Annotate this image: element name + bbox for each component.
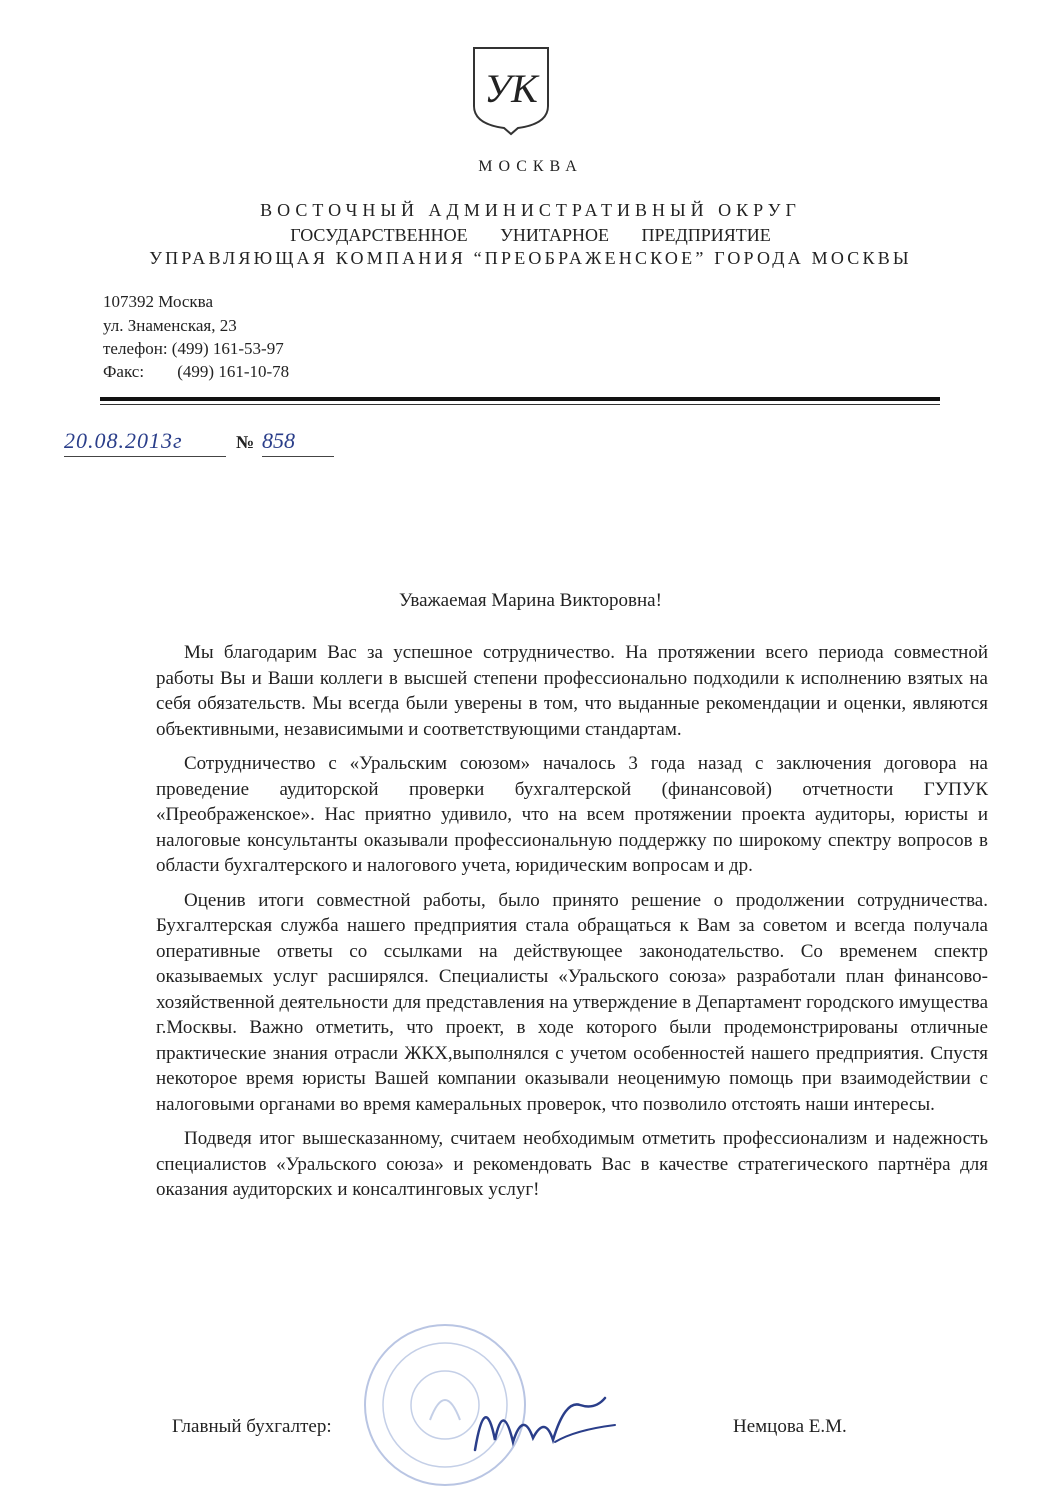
enterprise-word-1: ГОСУДАРСТВЕННОЕ <box>290 225 468 245</box>
phone-value: (499) 161-53-97 <box>171 339 284 358</box>
body-paragraph: Подведя итог вышесказанному, считаем необходимым отметить профессионализм и надежность специалистов «Уральского союза» и рекомендовать Вас в качестве стратегического партнёра для оказания аудиторских и консалтинговых услуг! <box>156 1128 988 1200</box>
phone-line <box>103 339 284 359</box>
body-paragraph: Оценив итоги совместной работы, было принято решение о продолжении сотрудничества. Бухгалтерская служба нашего предприятия стала обращаться к Вам за советом и всегда получала оперативные ответы со ссылками на действующее законодательство. Со временем спектр оказываемых услуг расширялся. Специалисты «Уральского союза» разработали план финансово-хозяйственной деятельности для представления на утверждение в Департамент городского имущества г.Москвы. Важно отметить, что проект, в ходе которого были продемонстрированы отличные практические знания отрасли ЖКХ,выполнялся с учетом особенностей нашего предприятия. Спустя некоторое время юристы Вашей компании оказывали неоценимую помощь при взаимодействии с налоговыми органами во время камеральных проверок, что позволило отстоять наши интересы. <box>156 889 988 1115</box>
city-heading: МОСКВА <box>478 158 583 175</box>
greeting: Уважаемая Марина Викторовна! <box>399 590 662 611</box>
fax-label: Факс: <box>103 362 145 381</box>
header-rule-thin <box>100 404 940 405</box>
enterprise-word-2: УНИТАРНОЕ <box>500 225 609 245</box>
fax-line <box>103 362 289 382</box>
handwritten-signature <box>455 1380 625 1470</box>
signatory-title: Главный бухгалтер: <box>172 1416 332 1437</box>
company-heading: УПРАВЛЯЮЩАЯ КОМПАНИЯ “ПРЕОБРАЖЕНСКОЕ” ГОРОДА МОСКВЫ <box>149 248 912 268</box>
address-line-2: ул. Знаменская, 23 <box>103 316 237 335</box>
body-paragraph: Сотрудничество с «Уральским союзом» началось 3 года назад с заключения договора на проведение аудиторской проверки бухгалтерской (финансовой) отчетности ГУПУК «Преображенское». Нас приятно удивило, что на всем протяжении проекта аудиторы, юристы и налоговые консультанты оказывали профессиональную поддержку по широкому спектру вопросов в области бухгалтерского и налогового учета, юридическим вопросам и др. <box>156 753 988 876</box>
company-emblem <box>470 44 552 136</box>
body-paragraph: Мы благодарим Вас за успешное сотрудничество. На протяжении всего периода совместной работы Вы и Ваши коллеги в высшей степени профессионально подходили к исполнению взятых на себя обязательств. Мы всегда были уверены в том, что выданные рекомендации и оценки, являются объективными, независимыми и соответствующими стандартам. <box>156 642 988 740</box>
phone-label: телефон: <box>103 339 168 358</box>
header-rule-thick <box>100 397 940 401</box>
emblem-letter: УК <box>484 66 538 111</box>
outgoing-number: 858 <box>262 428 334 457</box>
address-line-1: 107392 Москва <box>103 292 214 311</box>
signatory-name: Немцова Е.М. <box>733 1416 847 1437</box>
fax-value: (499) 161-10-78 <box>177 362 290 381</box>
district-heading: ВОСТОЧНЫЙ АДМИНИСТРАТИВНЫЙ ОКРУГ <box>260 200 801 220</box>
outgoing-date: 20.08.2013г <box>64 428 226 457</box>
number-sign: № <box>236 432 255 452</box>
letter-body <box>156 640 988 1212</box>
enterprise-heading <box>0 225 1061 246</box>
enterprise-word-3: ПРЕДПРИЯТИЕ <box>641 225 771 245</box>
